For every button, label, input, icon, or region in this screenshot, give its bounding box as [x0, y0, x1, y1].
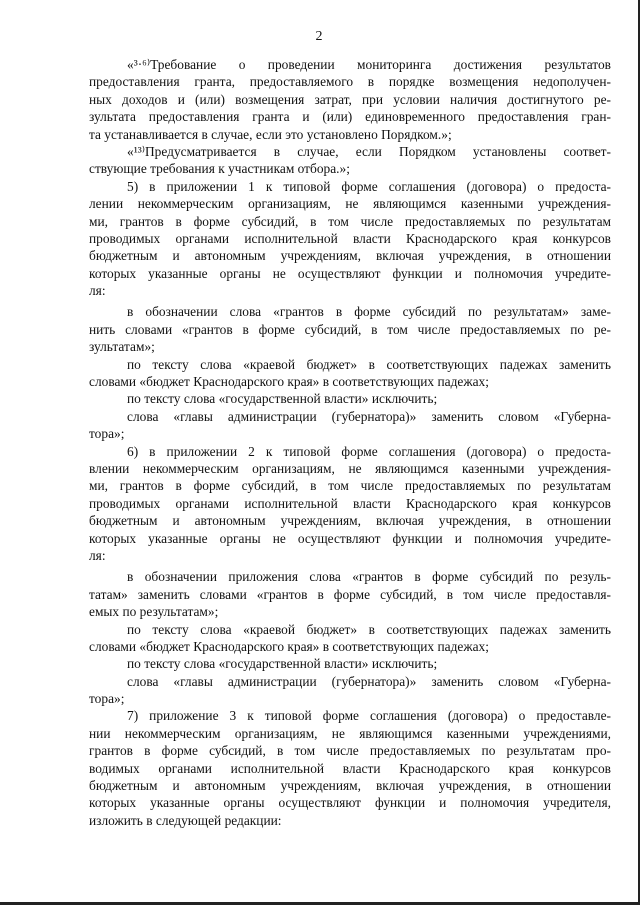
text-line: словами «бюджет Краснодарского края» в соответствующих падежах;	[89, 374, 489, 390]
text-line: ных доходов и (или) возмещения затрат, при условии наличия достигнутого ре-	[89, 91, 611, 107]
text-line: 7) приложение 3 к типовой форме соглашения (договора) о предоставле-	[127, 708, 611, 724]
text-line: «³·⁶⁾Требование о проведении мониторинга достижения результатов	[127, 57, 611, 72]
text-line: по тексту слова «государственной власти» исключить;	[127, 656, 438, 672]
text-line: слова «главы администрации (губернатора)» заменить словом «Губерна-	[127, 673, 611, 689]
text-line: которых указанные органы осуществляют функции и полномочия учредителя,	[89, 795, 611, 811]
text-line: водимых органами исполнительной власти Краснодарского края конкурсов	[89, 760, 611, 776]
text-line: изложить в следующей редакции:	[89, 812, 282, 828]
text-line: бюджетным и автономным учреждениям, включая учреждения, в отношении	[89, 513, 611, 529]
text-line: 6) в приложении 2 к типовой форме соглашения (договора) о предоста-	[127, 443, 611, 459]
text-line: проводимых органами исполнительной власти Краснодарского края конкурсов	[89, 495, 611, 511]
text-line: влении некоммерческим организациям, не являющимся казенными учреждения-	[89, 460, 611, 476]
text-line: по тексту слова «краевой бюджет» в соответствующих падежах заменить	[127, 356, 611, 372]
text-line: 5) в приложении 1 к типовой форме соглашения (договора) о предоста-	[127, 178, 611, 194]
text-line: в обозначении приложения слова «грантов в форме субсидий по резуль-	[127, 569, 611, 585]
text-line: которых указанные органы не осуществляют функции и полномочия учредите-	[89, 530, 611, 546]
text-line: грантов в форме субсидий, в том числе предоставляемых по результатам про-	[89, 743, 611, 759]
text-line: ля:	[89, 547, 106, 563]
text-line: татам» заменить словами «грантов в форме субсидий, в том числе предоставля-	[89, 586, 611, 602]
text-line: ми, грантов в форме субсидий, в том числе предоставляемых по результатам	[89, 478, 611, 494]
text-line: ми, грантов в форме субсидий, в том числе предоставляемых по результатам	[89, 213, 611, 229]
text-line: нить словами «грантов в форме субсидий, в том числе предоставляемых по ре-	[89, 321, 611, 337]
text-line: в обозначении слова «грантов в форме субсидий по результатам» заме-	[127, 304, 611, 320]
text-line: зультатам»;	[89, 339, 155, 355]
text-line: нии некоммерческим организациям, не являющимся казенными учреждениями,	[89, 725, 611, 741]
text-line: ля:	[89, 283, 106, 299]
text-line: словами «бюджет Краснодарского края» в соответствующих падежах;	[89, 638, 489, 654]
text-line: емых по результатам»;	[89, 604, 219, 620]
text-line: «¹³⁾Предусматривается в случае, если Порядком установлены соответ-	[127, 143, 611, 159]
text-line: слова «главы администрации (губернатора)» заменить словом «Губерна-	[127, 408, 611, 424]
page-number: 2	[315, 29, 323, 44]
text-line: лении некоммерческим организациям, не являющимся казенными учреждения-	[89, 196, 611, 212]
text-line: по тексту слова «краевой бюджет» в соответствующих падежах заменить	[127, 621, 611, 637]
text-line: бюджетным и автономным учреждениям, включая учреждения, в отношении	[89, 778, 611, 794]
text-line: проводимых органами исполнительной власти Краснодарского края конкурсов	[89, 230, 611, 246]
text-line: предоставления гранта, предоставляемого в порядке возмещения недополучен-	[89, 74, 611, 90]
text-line: тора»;	[89, 691, 125, 707]
text-line: бюджетным и автономным учреждениям, включая учреждения, в отношении	[89, 248, 611, 264]
text-line: по тексту слова «государственной власти» исключить;	[127, 391, 438, 407]
document-body	[89, 56, 611, 829]
text-line: тора»;	[89, 426, 125, 442]
text-line: та устанавливается в случае, если это установлено Порядком.»;	[89, 126, 452, 142]
text-line: зультата предоставления гранта и (или) единовременного предоставления гран-	[89, 109, 611, 125]
text-line: которых указанные органы не осуществляют функции и полномочия учредите-	[89, 265, 611, 281]
text-line: ствующие требования к участникам отбора.»;	[89, 161, 350, 177]
